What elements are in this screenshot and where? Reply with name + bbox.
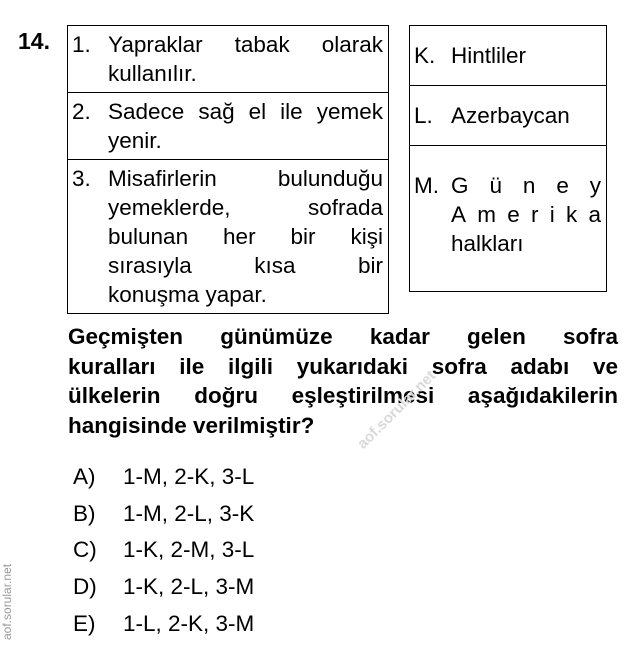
option-text: 1-L, 2-K, 3-M (123, 610, 255, 636)
option-letter: D) (73, 574, 97, 600)
letter: G (451, 173, 469, 198)
response-row-k (410, 26, 607, 86)
response-letter: K. (414, 43, 436, 68)
premise-text (108, 97, 383, 155)
side-watermark: aof.sorular.net (0, 563, 14, 640)
letter: ü (489, 173, 502, 198)
response-line (451, 200, 601, 229)
premise-row-3 (68, 160, 389, 314)
letter: n (522, 173, 536, 198)
letter: k (565, 202, 578, 227)
option-letter: A) (73, 464, 96, 490)
premise-line: konuşma yapar. (108, 282, 267, 307)
premise-line: yenir. (108, 128, 162, 153)
question-number: 14. (18, 28, 50, 54)
premise-number: 3. (72, 166, 91, 191)
premise-line: sırasıyla kısa bir (108, 253, 383, 278)
option-b[interactable] (73, 496, 254, 533)
response-text: Hintliler (451, 43, 527, 68)
option-a[interactable] (73, 459, 254, 496)
premise-line: Sadece sağ el ile yemek (108, 99, 383, 124)
response-row-l (410, 86, 607, 146)
question-stem (68, 322, 618, 440)
option-letter: E) (73, 610, 96, 636)
premise-line: kullanılır. (108, 61, 197, 86)
option-text: 1-K, 2-L, 3-M (123, 574, 255, 600)
letter: e (556, 173, 569, 198)
option-c[interactable] (73, 532, 254, 569)
premise-row-2 (68, 93, 389, 160)
option-letter: B) (73, 500, 96, 526)
option-letter: C) (73, 537, 97, 563)
letter: y (589, 173, 601, 198)
question-line: kuralları ile ilgili yukarıdaki sofra adabı ve (68, 353, 618, 379)
premise-line: bulunan her bir kişi (108, 224, 383, 249)
letter: A (451, 202, 467, 227)
question-line: ülkelerin doğru eşleştirilmesi aşağıdakilerin (68, 383, 618, 408)
response-row-m (410, 146, 607, 292)
letter: a (588, 202, 601, 227)
premises-table (67, 25, 389, 314)
premise-text (108, 164, 383, 309)
response-line (451, 171, 601, 200)
response-letter: L. (414, 103, 433, 128)
answer-options (73, 459, 254, 642)
premise-line: yemeklerde, sofrada (108, 195, 383, 220)
premise-number: 1. (72, 32, 91, 57)
response-text: Azerbaycan (451, 103, 570, 128)
premise-line: Yapraklar tabak olarak (108, 32, 383, 57)
letter: r (530, 202, 539, 227)
response-line: halkları (451, 231, 524, 256)
question-line: hangisinde verilmiştir? (68, 412, 315, 438)
premise-row-1 (68, 26, 389, 93)
option-text: 1-M, 2-L, 3-K (123, 500, 255, 526)
diagonal-watermark: aof.sorular.net (353, 367, 440, 453)
premise-line: Misafirlerin bulunduğu (108, 166, 383, 191)
response-letter: M. (414, 173, 439, 198)
letter: e (507, 202, 520, 227)
response-text (451, 171, 601, 258)
option-text: 1-K, 2-M, 3-L (123, 537, 255, 563)
question-line: Geçmişten günümüze kadar gelen sofra (68, 324, 618, 349)
letter: m (477, 202, 496, 227)
premise-number: 2. (72, 99, 91, 124)
option-d[interactable] (73, 569, 254, 606)
option-text: 1-M, 2-K, 3-L (123, 464, 255, 490)
premise-text (108, 30, 383, 88)
responses-table (409, 25, 607, 292)
option-e[interactable] (73, 605, 254, 642)
letter: i (549, 202, 555, 227)
